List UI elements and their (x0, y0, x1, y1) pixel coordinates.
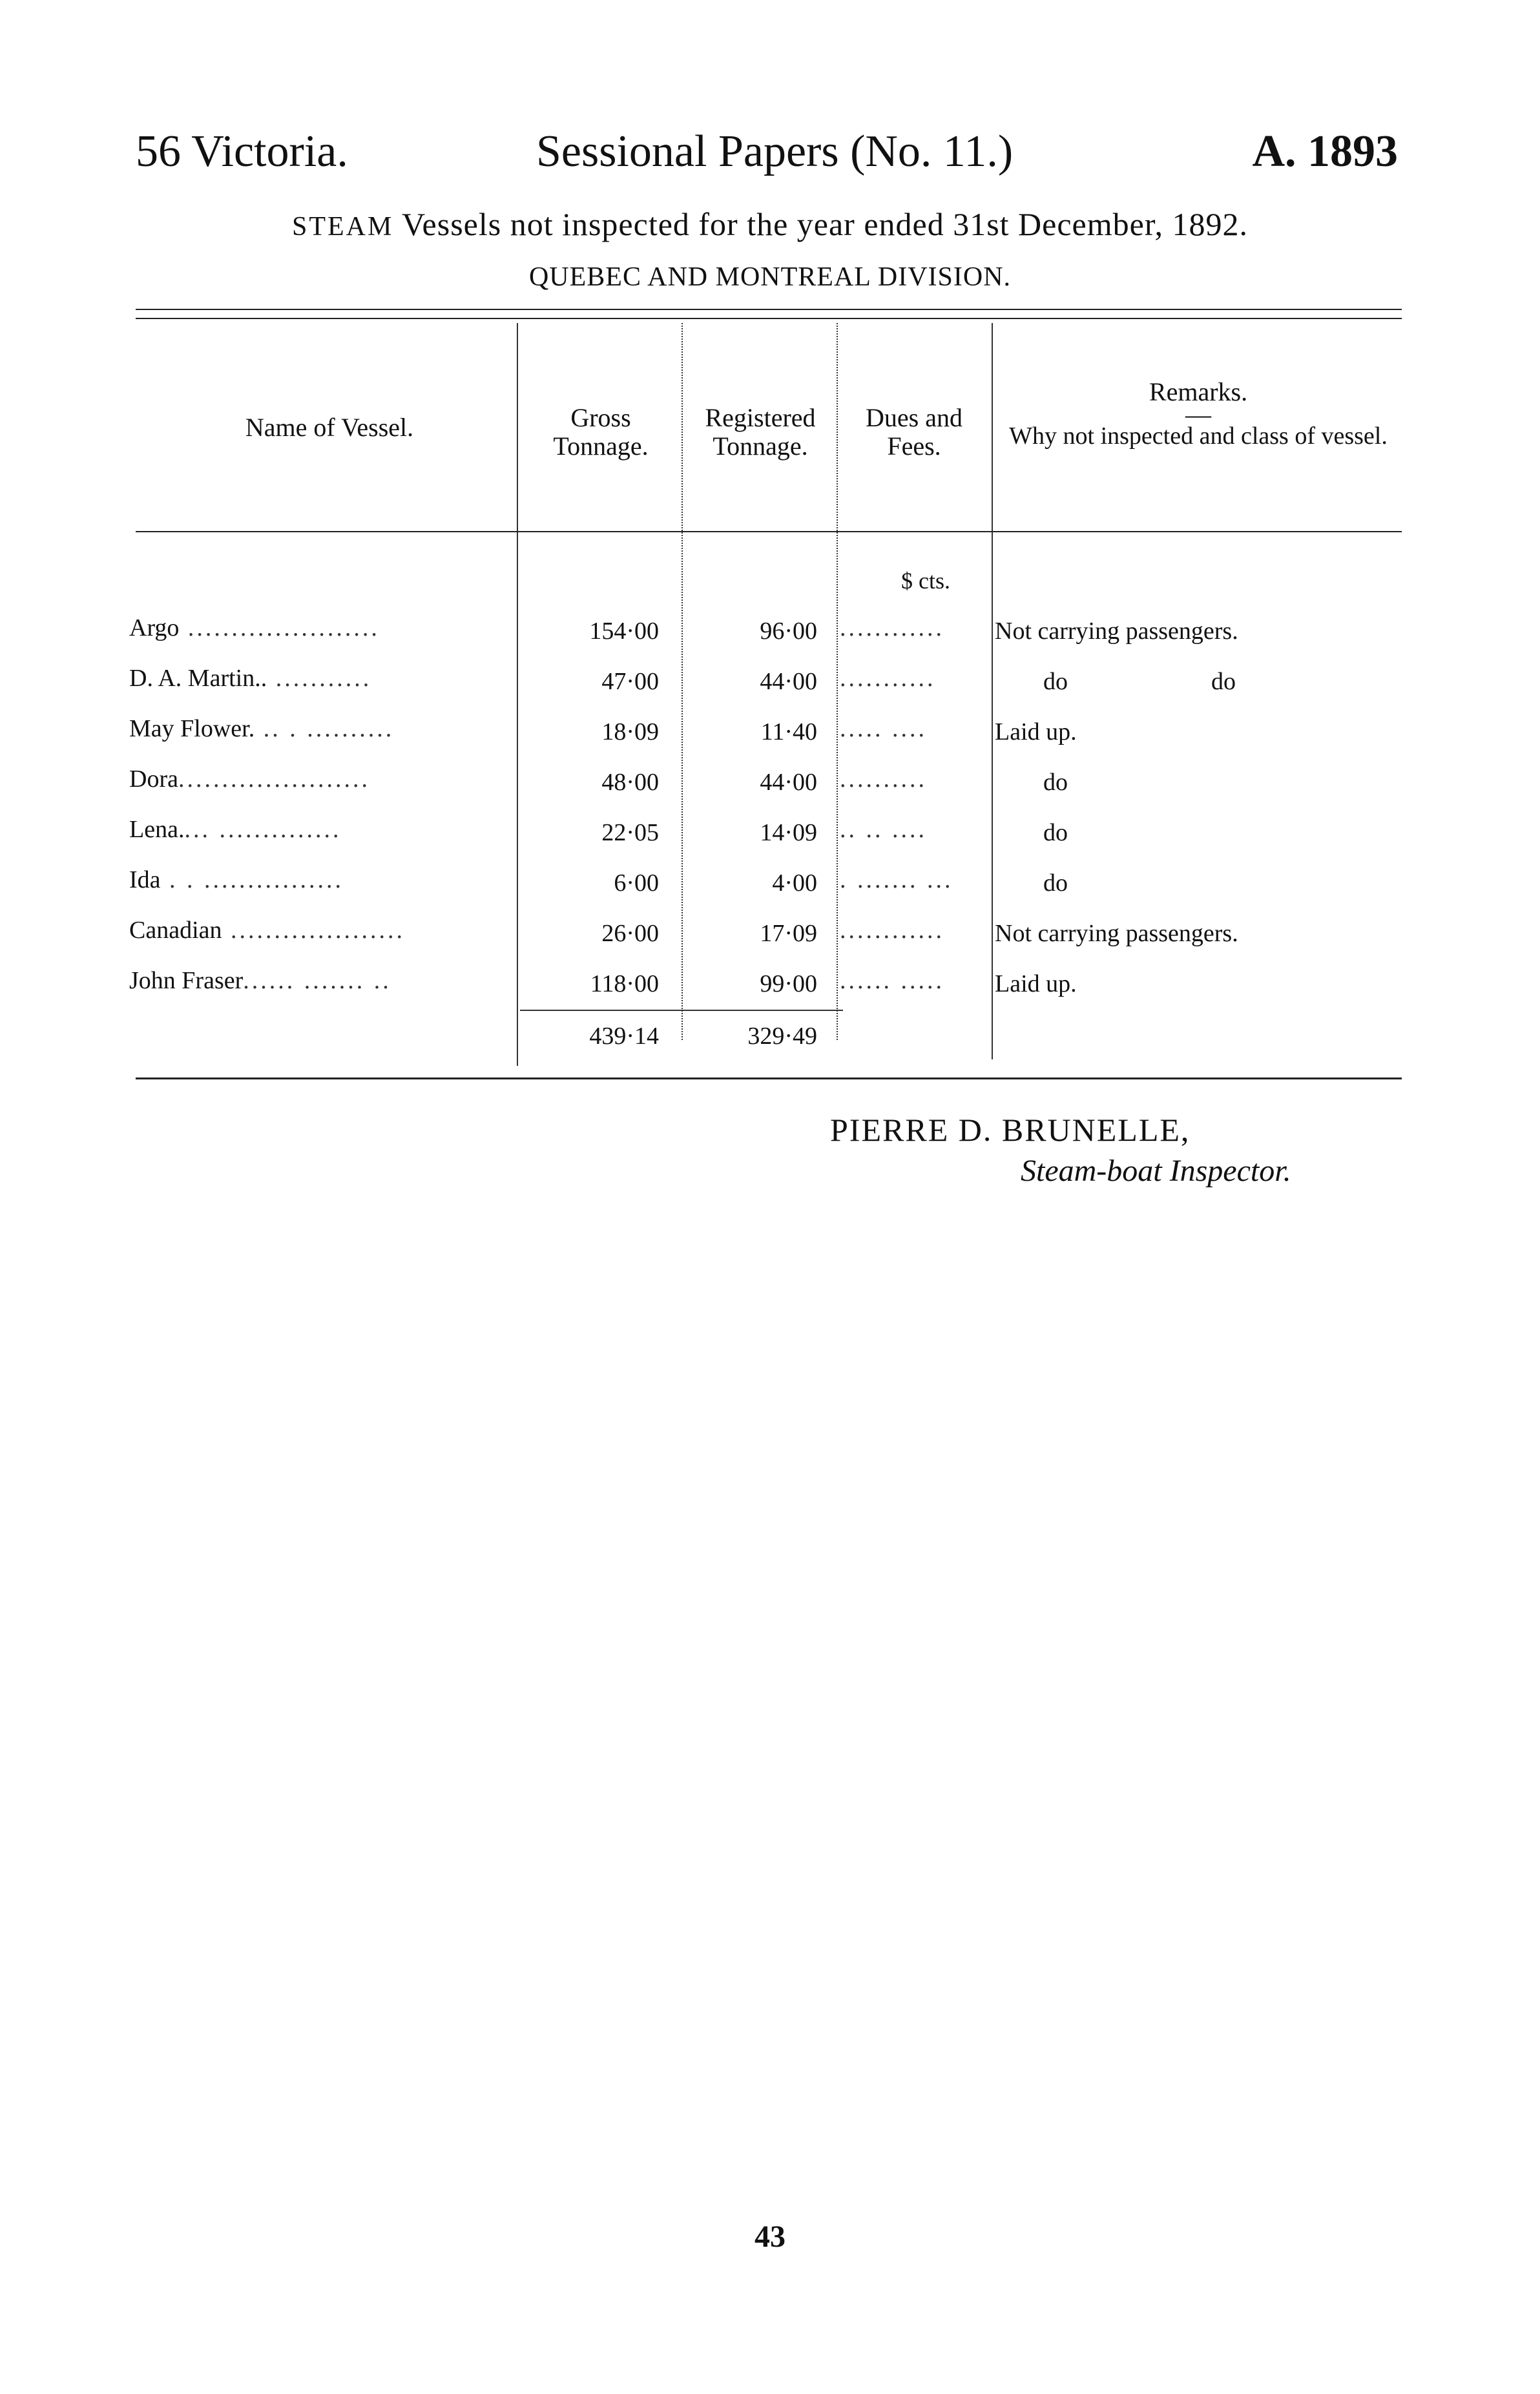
vessel-name-text: Dora (129, 765, 178, 793)
remarks: Laid up. (995, 970, 1077, 997)
remarks-subtitle: Why not inspected and class of vessel. (1009, 422, 1388, 450)
registered-tonnage: 44·00 (760, 668, 817, 695)
page-number: 43 (754, 2220, 786, 2254)
totals-rule (520, 1010, 843, 1011)
remarks: Laid up. (995, 718, 1077, 745)
dues-leader: ...... ..... (840, 967, 944, 994)
vessel-name-text: D. A. Martin.. (129, 665, 267, 692)
dues-leader: . ....... ... (840, 866, 953, 893)
signature-name: PIERRE D. BRUNELLE, (830, 1112, 1191, 1148)
remarks: do (1043, 819, 1068, 846)
title-lead: STEAM (292, 212, 394, 242)
dues-leader: ............ (840, 614, 944, 641)
dues-leader: ..... .... (840, 715, 927, 742)
gross-tonnage: 18·09 (601, 718, 659, 745)
table-bottom-rule (136, 1077, 1402, 1079)
col-divider-2 (682, 323, 683, 1040)
header-left: 56 Victoria. (136, 127, 348, 176)
gross-tonnage: 26·00 (601, 920, 659, 947)
dues-units: $ cts. (901, 568, 950, 594)
gross-tonnage: 47·00 (601, 668, 659, 695)
col-header-name: Name of Vessel. (245, 413, 414, 442)
col-header-dues: Dues and Fees. (866, 403, 962, 461)
title-rest: Vessels not inspected for the year ended 31st December, 1892. (393, 206, 1248, 242)
division-title: QUEBEC AND MONTREAL DIVISION. (528, 262, 1012, 292)
col-header-gross: Gross Tonnage. (553, 403, 649, 461)
registered-tonnage: 96·00 (760, 618, 817, 645)
col-header-remarks (998, 378, 1399, 449)
remarks-title: Remarks. (1149, 377, 1248, 406)
gross-tonnage: 154·00 (589, 618, 659, 645)
vessel-name-text: John Fraser (129, 967, 244, 994)
vessel-name: Dora...................... (129, 765, 370, 793)
vessel-name: Canadian .................... (129, 917, 406, 944)
registered-tonnage: 44·00 (760, 769, 817, 796)
vessel-name: D. A. Martin.. ........... (129, 665, 372, 692)
vessel-name: Ida . . ................ (129, 866, 344, 893)
vessel-name-text: Canadian (129, 917, 222, 944)
remarks-col2: do (1211, 668, 1236, 695)
remarks: do (1043, 668, 1068, 695)
dues-leader: .......... (840, 765, 927, 793)
col-header-registered: Registered Tonnage. (705, 403, 816, 461)
document-title (0, 205, 1540, 243)
header-bottom-rule (136, 531, 1402, 532)
table-top-rule-2 (136, 318, 1402, 319)
header-center: Sessional Papers (No. 11.) (536, 127, 1014, 176)
remarks: do (1043, 769, 1068, 796)
vessel-name-text: May Flower. (129, 715, 255, 742)
table-top-rule (136, 309, 1402, 310)
registered-tonnage: 99·00 (760, 970, 817, 997)
vessel-name-text: Lena. (129, 816, 185, 843)
dues-leader: .. .. .... (840, 816, 927, 843)
col-divider-1 (517, 323, 518, 1066)
remarks: Not carrying passengers. (995, 920, 1238, 947)
registered-tonnage: 17·09 (760, 920, 817, 947)
vessel-name: Argo ...................... (129, 614, 380, 641)
registered-tonnage: 11·40 (760, 718, 817, 745)
vessel-name: Lena.... .............. (129, 816, 342, 843)
gross-tonnage: 22·05 (601, 819, 659, 846)
col-divider-4 (992, 323, 993, 1059)
registered-tonnage: 4·00 (772, 869, 817, 897)
vessel-name-text: Argo (129, 614, 180, 641)
dues-leader: ........... (840, 665, 936, 692)
vessel-name: May Flower. .. . .......... (129, 715, 395, 742)
dues-leader: ............ (840, 917, 944, 944)
remarks: do (1043, 869, 1068, 897)
remarks-dash: — (1185, 400, 1211, 429)
registered-total: 329·49 (747, 1023, 817, 1050)
vessel-name-text: Ida (129, 866, 161, 893)
remarks: Not carrying passengers. (995, 618, 1238, 645)
signature-role: Steam-boat Inspector. (1021, 1154, 1291, 1188)
col-divider-3 (837, 323, 838, 1040)
gross-tonnage: 6·00 (614, 869, 659, 897)
header-right: A. 1893 (1252, 127, 1398, 176)
gross-total: 439·14 (589, 1023, 659, 1050)
gross-tonnage: 118·00 (590, 970, 659, 997)
gross-tonnage: 48·00 (601, 769, 659, 796)
registered-tonnage: 14·09 (760, 819, 817, 846)
vessel-name: John Fraser...... ....... .. (129, 967, 391, 994)
